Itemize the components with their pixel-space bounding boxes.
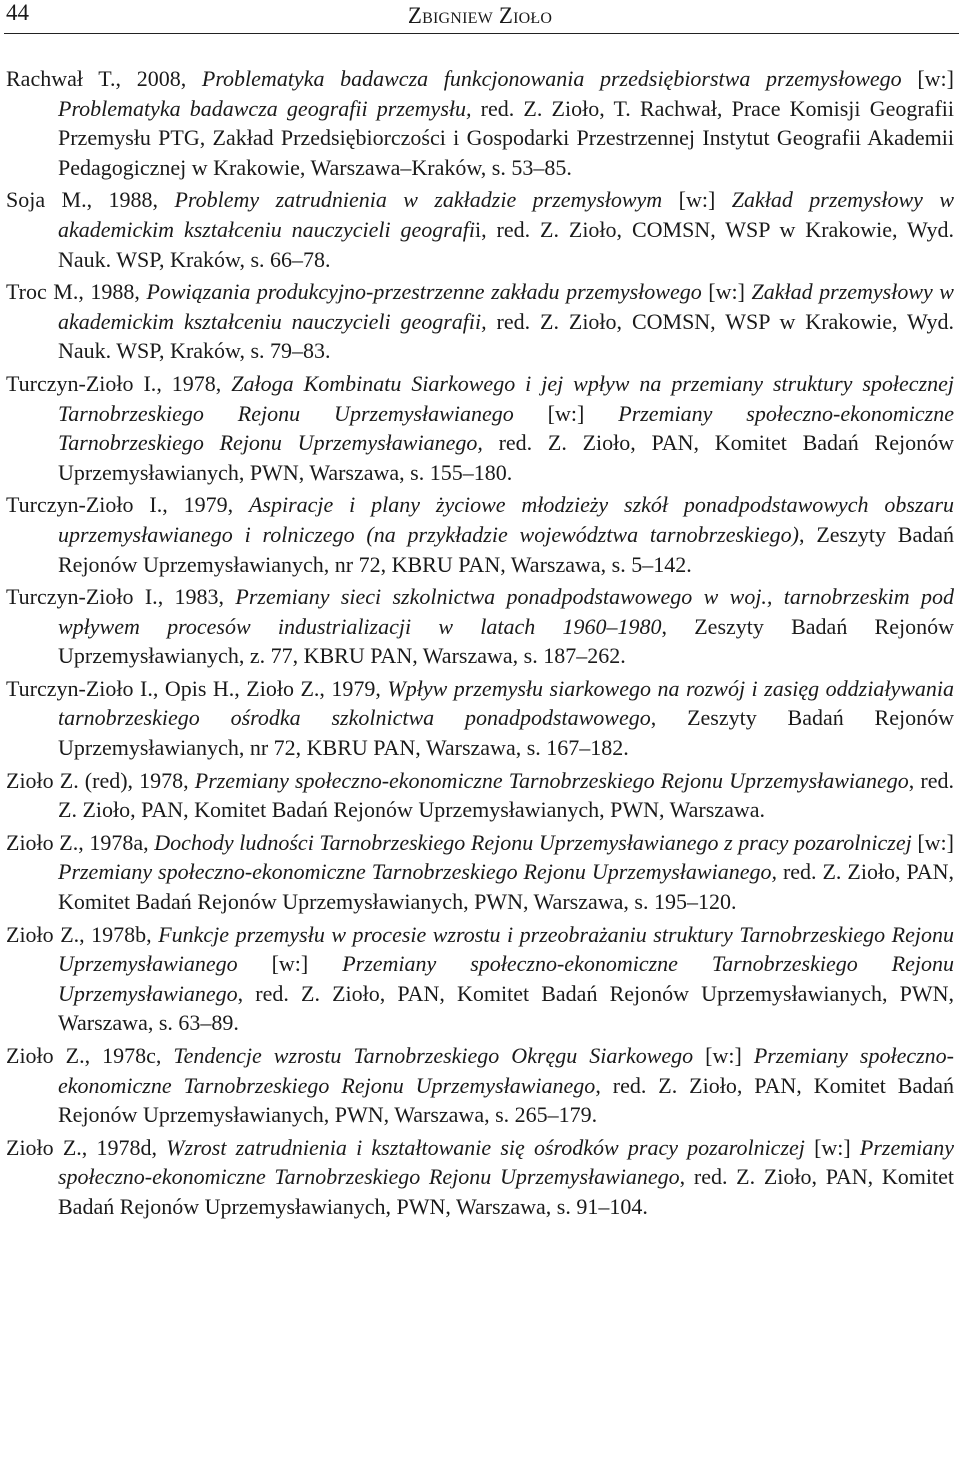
ref-details: red. Z. Zioło, PAN, Komitet Badań Rejonów Uprzemysławianych, PWN, Warszawa, s. 155–180. — [58, 430, 954, 485]
ref-title: Dochody ludności Tarnobrzeskiego Rejonu Uprzemysławianego z pracy pozarolniczej — [154, 829, 912, 855]
ref-title: Przemiany sieci szkolnictwa ponadpodstawowego w woj., tarnobrzeskim pod wpływem procesów industrializacji w latach 1960–1980 — [58, 584, 955, 639]
reference-entry — [6, 490, 954, 579]
ref-source: Problematyka badawcza geografii przemysłu, — [58, 95, 472, 121]
ref-source: Przemiany społeczno-ekonomiczne Tarnobrzeskiego Rejonu Uprzemysławianego — [58, 1043, 955, 1098]
ref-source: Przemiany społeczno-ekonomiczne Tarnobrzeskiego Rejonu Uprzemysławianego — [58, 951, 954, 1006]
reference-entry — [6, 1133, 954, 1222]
ref-separator: [w:] — [513, 400, 619, 426]
ref-year: , 1988, — [86, 187, 175, 213]
ref-title: Powiązania produkcyjno-przestrzenne zakładu przemysłowego — [146, 279, 702, 305]
ref-separator: , — [908, 767, 921, 793]
ref-details: , red. Z. Zioło, PAN, Komitet Badań Rejonów Uprzemysławianych, PWN, Warszawa, s. 91–104. — [58, 1164, 954, 1219]
ref-year: , 1978, — [156, 370, 232, 396]
ref-author: Zioło Z. — [6, 1043, 85, 1068]
ref-author: Soja M. — [6, 187, 87, 213]
ref-separator: [w:] — [901, 66, 954, 91]
ref-author: Turczyn-Zioło I. — [6, 370, 157, 396]
ref-separator: [w:] — [804, 1134, 860, 1160]
ref-title: Funkcje przemysłu w procesie wzrostu i przeobrażaniu struktury Tarnobrzeskiego Rejonu Uprzemysławianego — [58, 921, 954, 977]
ref-year: , 1983, — [157, 584, 236, 610]
ref-author: Zioło Z. — [6, 921, 80, 947]
ref-year: , 1978d, — [81, 1134, 167, 1160]
ref-author: Turczyn-Zioło I., Opis H., Zioło Z. — [6, 675, 320, 701]
ref-author: Turczyn-Zioło I. — [6, 584, 158, 610]
ref-source: Przemiany społeczno-ekonomiczne Tarnobrzeskiego Rejonu Uprzemysławianego — [58, 1134, 955, 1190]
ref-title: Problemy zatrudnienia w zakładzie przemysłowym — [174, 187, 663, 213]
ref-author: Zioło Z. — [6, 1134, 82, 1160]
ref-separator: [w:] — [701, 279, 752, 305]
ref-details: Zeszyty Badań Rejonów Uprzemysławianych, nr 72, KBRU PAN, Warszawa, s. 167–182. — [58, 705, 954, 761]
reference-entry — [6, 828, 954, 917]
ref-title: Tendencje wzrostu Tarnobrzeskiego Okręgu Siarkowego — [173, 1043, 694, 1068]
ref-year: , 1978a, — [78, 829, 155, 855]
ref-title: Problematyka badawcza funkcjonowania przedsiębiorstwa przemysłowego — [201, 66, 902, 91]
ref-details: i, red. Z. Zioło, COMSN, WSP w Krakowie, Wyd. Nauk. WSP, Kraków, s. 66–78. — [58, 216, 954, 272]
ref-title: Wzrost zatrudnienia i kształtowanie się ośrodków pracy pozarolniczej — [166, 1134, 805, 1160]
ref-year: , 1988, — [78, 279, 147, 305]
ref-separator: , — [661, 613, 695, 639]
reference-entry — [6, 277, 954, 366]
ref-year: , 2008, — [115, 66, 202, 91]
reference-entry — [6, 64, 954, 182]
ref-details: , red. Z. Zioło, PAN, Komitet Badań Rejonów Uprzemysławianych, PWN, Warszawa, s. 63–89. — [58, 980, 954, 1036]
ref-title: Aspiracje i plany życiowe młodzieży szkół ponadpodstawowych obszaru uprzemysławianego i rolniczego (na przykładzie województwa tarnobrzeskiego) — [58, 492, 955, 547]
ref-details: red. Z. Zioło, T. Rachwał, Prace Komisji Geografii Przemysłu PTG, Zakład Przedsiębiorczości i Gospodarki Przestrzennej Instytut Geografii Akademii Pedagogicznej w Krakowie, Warszawa–Kraków, s. 53–85. — [58, 95, 955, 180]
ref-source: Przemiany społeczno-ekonomiczne Tarnobrzeskiego Rejonu Uprzemysławianego, — [58, 400, 954, 456]
ref-separator: , — [799, 521, 817, 547]
ref-year: , 1979, — [319, 675, 388, 701]
ref-year: , 1979, — [162, 492, 249, 518]
reference-entry — [6, 920, 954, 1038]
ref-separator: [w:] — [662, 187, 732, 213]
page-number: 44 — [6, 0, 29, 25]
ref-author: Turczyn-Zioło I. — [6, 492, 163, 518]
ref-separator: , — [650, 705, 688, 731]
ref-title: Załoga Kombinatu Siarkowego i jej wpływ na przemiany struktury społecznej Tarnobrzeskiego Rejonu Uprzemysławianego — [58, 370, 955, 426]
ref-title: Przemiany społeczno-ekonomiczne Tarnobrzeskiego Rejonu Uprzemysławianego — [194, 767, 909, 793]
ref-year: (red), 1978, — [78, 767, 195, 793]
reference-entry — [6, 582, 954, 671]
ref-title: Wpływ przemysłu siarkowego na rozwój i zasięg oddziaływania tarnobrzeskiego ośrodka szkolnictwa ponadpodstawowego — [58, 675, 955, 731]
ref-source: Zakład przemysłowy w akademickim kształceniu nauczycieli geografii, — [58, 279, 954, 334]
ref-details: red. Z. Zioło, PAN, Komitet Badań Rejonów Uprzemysławianych, PWN, Warszawa, s. 195–120. — [58, 859, 955, 915]
ref-details: red. Z. Zioło, COMSN, WSP w Krakowie, Wyd. Nauk. WSP, Kraków, s. 79–83. — [58, 308, 954, 364]
ref-author: Zioło Z. — [6, 829, 79, 855]
ref-author: Zioło Z. — [6, 767, 79, 793]
ref-details: , red. Z. Zioło, PAN, Komitet Badań Rejonów Uprzemysławianych, PWN, Warszawa, s. 265–179. — [58, 1072, 954, 1128]
ref-details: red. Z. Zioło, PAN, Komitet Badań Rejonów Uprzemysławianych, PWN, Warszawa. — [58, 767, 954, 823]
running-head: Zbigniew Zioło — [407, 3, 553, 28]
ref-author: Rachwał T. — [6, 66, 116, 91]
ref-details: Zeszyty Badań Rejonów Uprzemysławianych, nr 72, KBRU PAN, Warszawa, s. 5–142. — [58, 521, 954, 577]
ref-year: , 1978c, — [84, 1043, 174, 1068]
ref-details: Zeszyty Badań Rejonów Uprzemysławianych, z. 77, KBRU PAN, Warszawa, s. 187–262. — [58, 613, 954, 669]
reference-entry — [6, 369, 954, 487]
page-header — [0, 0, 960, 34]
reference-entry — [6, 674, 954, 763]
reference-list — [6, 64, 954, 1225]
reference-entry — [6, 766, 954, 825]
reference-entry — [6, 185, 954, 274]
reference-entry — [6, 1041, 954, 1130]
ref-source: Zakład przemysłowy w akademickim kształceniu nauczycieli geografi — [58, 187, 955, 242]
ref-source: Przemiany społeczno-ekonomiczne Tarnobrzeskiego Rejonu Uprzemysławianego, — [58, 859, 777, 885]
ref-separator: [w:] — [911, 829, 954, 855]
ref-separator: [w:] — [693, 1043, 754, 1068]
header-rule — [4, 33, 959, 34]
ref-separator: [w:] — [237, 951, 343, 977]
ref-year: , 1978b, — [79, 921, 159, 947]
ref-author: Troc M. — [6, 279, 79, 305]
